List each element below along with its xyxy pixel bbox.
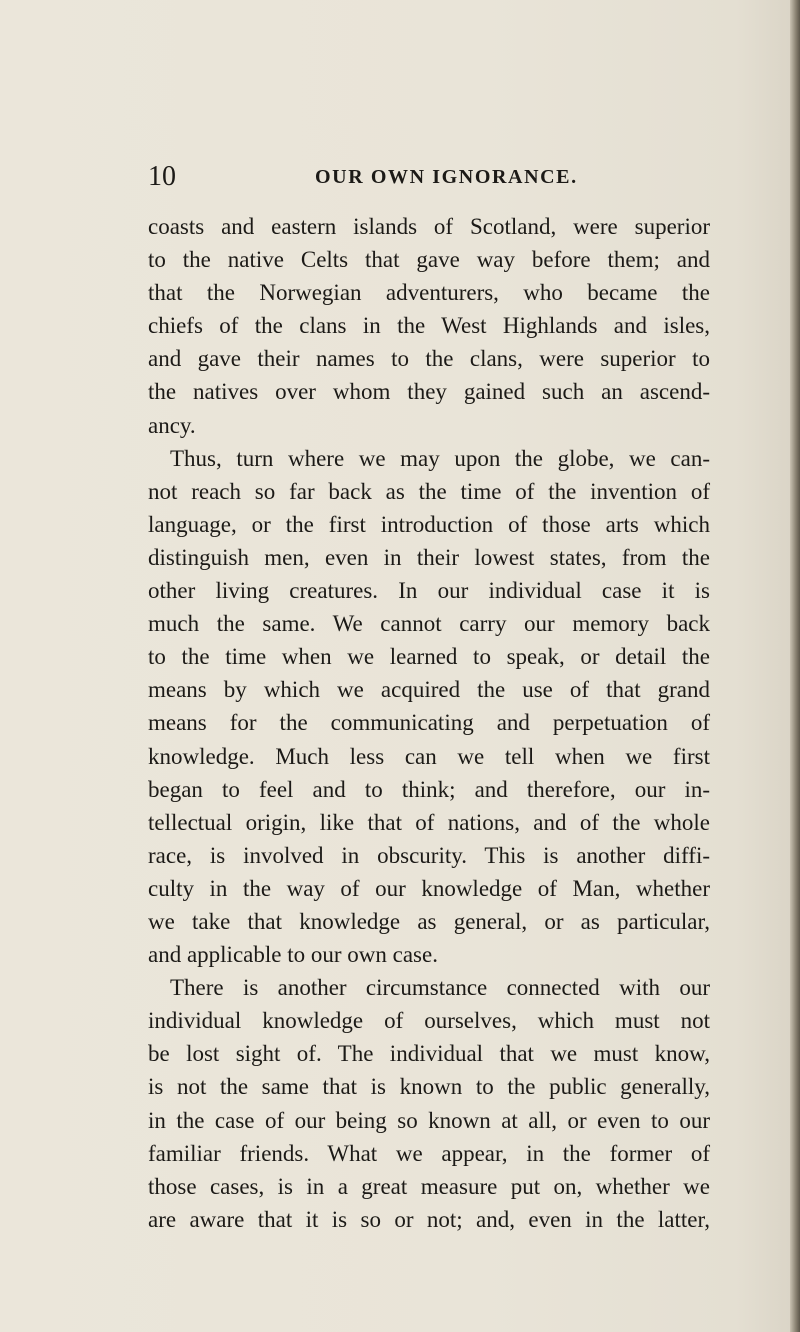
- text-line: those cases, is in a great measure put on, whether we: [148, 1173, 710, 1199]
- page-binding-edge: [790, 0, 800, 1332]
- text-line: is not the same that is known to the public generally,: [148, 1074, 710, 1100]
- text-line: individual knowledge of ourselves, which must not: [148, 1008, 710, 1034]
- paragraph-end-line: and applicable to our own case.: [148, 942, 438, 968]
- text-line: to the time when we learned to speak, or detail the: [148, 644, 710, 670]
- text-line: other living creatures. In our individual case it is: [148, 578, 710, 604]
- running-title: OUR OWN IGNORANCE.: [315, 166, 578, 188]
- running-head: [148, 160, 708, 194]
- text-line: familiar friends. What we appear, in the former of: [148, 1140, 710, 1166]
- paragraph-start-line: Thus, turn where we may upon the globe, we can-: [170, 445, 710, 471]
- text-line: the natives over whom they gained such an ascend-: [148, 379, 710, 405]
- text-line: began to feel and to think; and therefore, our in-: [148, 776, 710, 802]
- text-line: tellectual origin, like that of nations, and of the whole: [148, 809, 710, 835]
- text-line: distinguish men, even in their lowest states, from the: [148, 544, 710, 570]
- text-line: we take that knowledge as general, or as particular,: [148, 908, 710, 934]
- text-line: culty in the way of our knowledge of Man, whether: [148, 875, 710, 901]
- text-line: chiefs of the clans in the West Highlands and isles,: [148, 313, 710, 339]
- text-line: language, or the first introduction of those arts which: [148, 511, 710, 537]
- text-line: that the Norwegian adventurers, who became the: [148, 280, 710, 306]
- body-text: [148, 210, 710, 1236]
- text-line: much the same. We cannot carry our memory back: [148, 611, 710, 637]
- text-line: to the native Celts that gave way before them; and: [148, 247, 710, 273]
- text-line: be lost sight of. The individual that we must know,: [148, 1041, 710, 1067]
- text-line: knowledge. Much less can we tell when we first: [148, 743, 710, 769]
- page-number: 10: [148, 161, 176, 192]
- text-line: in the case of our being so known at all, or even to our: [148, 1107, 710, 1133]
- text-line: means by which we acquired the use of that grand: [148, 677, 710, 703]
- paragraph-start-line: There is another circumstance connected with our: [170, 975, 710, 1001]
- paragraph-end-line: ancy.: [148, 412, 196, 438]
- text-line: race, is involved in obscurity. This is another diffi-: [148, 842, 710, 868]
- text-line: and gave their names to the clans, were superior to: [148, 346, 710, 372]
- text-line: not reach so far back as the time of the invention of: [148, 478, 710, 504]
- text-line: means for the communicating and perpetuation of: [148, 710, 710, 736]
- text-line: are aware that it is so or not; and, even in the latter,: [148, 1206, 710, 1232]
- text-line: coasts and eastern islands of Scotland, were superior: [148, 214, 710, 239]
